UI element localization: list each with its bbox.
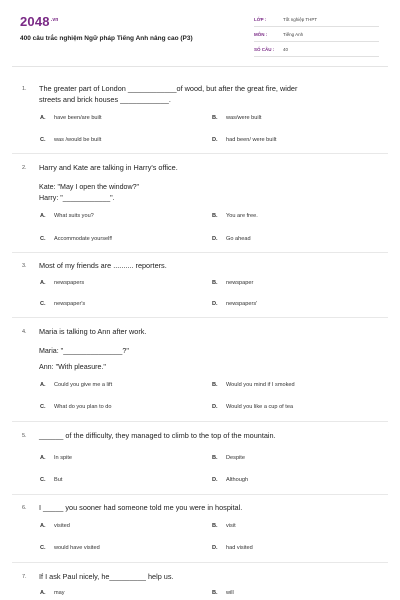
question-text: streets and brick houses ____________. — [39, 95, 171, 104]
option-text: Although — [226, 477, 249, 483]
option-text: newspaper's — [54, 301, 86, 307]
question-divider — [12, 317, 388, 318]
option-letter: B. — [212, 115, 218, 121]
option-letter: A. — [40, 523, 46, 529]
option-text: In spite — [54, 455, 73, 461]
option-letter: D. — [212, 236, 218, 242]
option-text: newspaper — [226, 280, 254, 286]
option-letter: A. — [40, 115, 46, 121]
option-text: Despite — [226, 455, 245, 461]
question-text: I _____ you sooner had someone told me you were in hospital. — [39, 503, 243, 512]
logo-main: 2048 — [20, 14, 50, 29]
option-letter: D. — [212, 137, 218, 143]
option-b[interactable] — [212, 382, 295, 388]
option-c[interactable] — [40, 137, 101, 143]
option-a[interactable] — [40, 590, 65, 596]
option-d[interactable] — [212, 236, 251, 242]
question-7-line-1 — [22, 572, 380, 582]
dialogue-line: Kate: "May I open the window?" — [39, 183, 140, 191]
question-number: 1. — [22, 86, 27, 92]
dialogue-line: Harry: "____________". — [39, 194, 115, 202]
option-b[interactable] — [212, 523, 236, 529]
option-text: had been/ were built — [226, 137, 277, 143]
dialogue-line: Maria: "_______________?" — [39, 347, 129, 355]
question-number: 5. — [22, 433, 27, 439]
meta-label: LỚP : — [254, 16, 267, 22]
meta-value: Tốt nghiệp THPT — [283, 16, 318, 22]
option-letter: B. — [212, 280, 218, 286]
option-text: But — [54, 477, 63, 483]
question-text: Most of my friends are .......... reporters. — [39, 261, 167, 270]
question-number: 2. — [22, 165, 27, 171]
option-text: What do you plan to do — [54, 404, 112, 410]
option-text: visit — [226, 523, 236, 529]
question-number: 4. — [22, 329, 27, 335]
question-number: 7. — [22, 574, 27, 580]
option-letter: C. — [40, 545, 46, 551]
question-text: Harry and Kate are talking in Harry's office. — [39, 163, 178, 172]
option-text: newspapers' — [226, 301, 258, 307]
option-d[interactable] — [212, 477, 248, 483]
option-text: was/were built — [226, 115, 262, 121]
option-text: Go ahead — [226, 236, 251, 242]
option-letter: B. — [212, 523, 218, 529]
option-d[interactable] — [212, 301, 257, 307]
option-text: have been/are built — [54, 115, 102, 121]
option-text: Could you give me a lift — [54, 382, 113, 388]
option-letter: C. — [40, 404, 46, 410]
question-3-line-1 — [22, 261, 380, 271]
meta-value: Tiếng Anh — [283, 31, 304, 37]
option-c[interactable] — [40, 477, 62, 483]
logo-tld: .vn — [50, 17, 59, 23]
option-letter: B. — [212, 382, 218, 388]
option-b[interactable] — [212, 115, 261, 121]
option-b[interactable] — [212, 455, 245, 461]
option-text: was /would be built — [54, 137, 102, 143]
question-1-line-2 — [22, 95, 380, 105]
option-letter: D. — [212, 404, 218, 410]
page-title: 400 câu trắc nghiệm Ngữ pháp Tiếng Anh nâng cao (P3) — [20, 35, 193, 42]
option-letter: B. — [212, 213, 218, 219]
option-letter: A. — [40, 280, 46, 286]
option-d[interactable] — [212, 137, 276, 143]
question-6-line-1 — [22, 503, 380, 513]
question-text: Maria is talking to Ann after work. — [39, 327, 147, 336]
meta-label: SỐ CÂU : — [254, 46, 275, 52]
question-2-line-1 — [22, 163, 380, 173]
question-divider — [12, 494, 388, 495]
question-text: ______ of the difficulty, they managed to climb to the top of the mountain. — [39, 431, 276, 440]
option-letter: D. — [212, 545, 218, 551]
question-4-line-1 — [22, 327, 380, 337]
option-c[interactable] — [40, 404, 112, 410]
option-d[interactable] — [212, 404, 293, 410]
option-letter: C. — [40, 236, 46, 242]
option-a[interactable] — [40, 280, 84, 286]
dialogue-line: Ann: "With pleasure." — [39, 363, 106, 371]
option-letter: C. — [40, 301, 46, 307]
option-c[interactable] — [40, 236, 112, 242]
option-letter: C. — [40, 137, 46, 143]
option-a[interactable] — [40, 115, 102, 121]
option-letter: A. — [40, 455, 46, 461]
option-a[interactable] — [40, 382, 112, 388]
option-b[interactable] — [212, 213, 258, 219]
option-text: Would you like a cup of tea — [226, 404, 294, 410]
option-letter: C. — [40, 477, 46, 483]
option-letter: A. — [40, 382, 46, 388]
option-c[interactable] — [40, 301, 85, 307]
option-letter: D. — [212, 301, 218, 307]
question-divider — [12, 153, 388, 154]
question-text: The greater part of London ____________of wood, but after the great fire, wider — [39, 84, 298, 93]
option-text: What suits you? — [54, 213, 94, 219]
option-letter: A. — [40, 213, 46, 219]
option-a[interactable] — [40, 523, 70, 529]
option-b[interactable] — [212, 590, 234, 596]
option-text: Would you mind if I smoked — [226, 382, 295, 388]
meta-label: MÔN : — [254, 31, 268, 37]
option-text: would have visited — [54, 545, 100, 551]
option-text: You are free. — [226, 213, 258, 219]
option-c[interactable] — [40, 545, 100, 551]
option-letter: D. — [212, 477, 218, 483]
question-text: If I ask Paul nicely, he_________ help us. — [39, 572, 174, 581]
option-text: visited — [54, 523, 70, 529]
option-b[interactable] — [212, 280, 253, 286]
question-1-line-1 — [22, 84, 380, 94]
question-divider — [12, 421, 388, 422]
option-text: may — [54, 590, 65, 596]
option-text: Accommodate yourself! — [54, 236, 113, 242]
question-divider — [12, 562, 388, 563]
option-text: newspapers — [54, 280, 85, 286]
question-number: 6. — [22, 505, 27, 511]
option-text: had visited — [226, 545, 253, 551]
question-divider — [12, 252, 388, 253]
option-d[interactable] — [212, 545, 253, 551]
option-letter: B. — [212, 590, 218, 596]
option-text: will — [226, 590, 234, 596]
question-5-line-1 — [22, 431, 380, 441]
question-number: 3. — [22, 263, 27, 269]
meta-value: 40 — [283, 46, 289, 52]
option-letter: B. — [212, 455, 218, 461]
option-a[interactable] — [40, 213, 94, 219]
option-letter: A. — [40, 590, 46, 596]
option-a[interactable] — [40, 455, 72, 461]
